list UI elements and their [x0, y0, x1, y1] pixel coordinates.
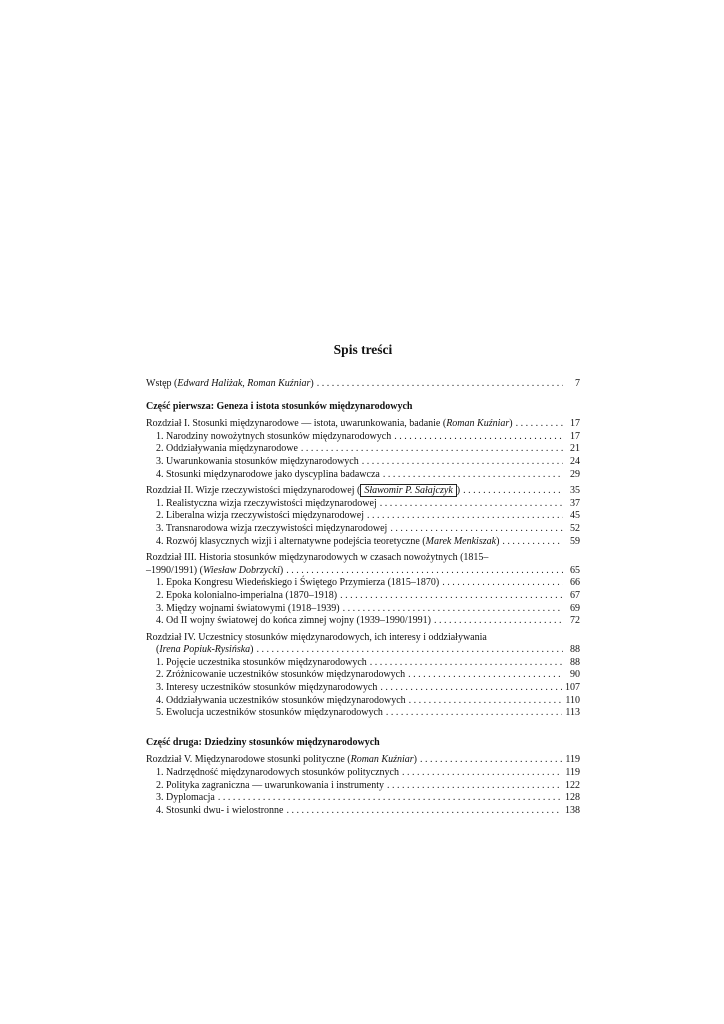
page-number: 37	[570, 497, 580, 509]
toc-item	[146, 456, 580, 469]
toc-item	[146, 431, 580, 444]
leader-dots	[286, 565, 563, 578]
entry-text: )	[509, 418, 513, 430]
entry-text: 3. Uwarunkowania stosunków międzynarodowych	[156, 455, 359, 467]
entry-text: 4. Stosunki międzynarodowe jako dyscyplina badawcza	[156, 468, 380, 480]
leader-dots	[434, 615, 563, 628]
page-number: 17	[570, 430, 580, 442]
toc-item	[146, 498, 580, 511]
author-name: Edward Haliżak, Roman Kuźniar	[177, 378, 311, 389]
page-number: 35	[570, 485, 580, 497]
entry-text: Wstęp (	[146, 378, 178, 389]
page-number: 113	[565, 707, 580, 719]
entry-text: 3. Między wojnami światowymi (1918–1939)	[156, 602, 340, 614]
toc-item	[146, 657, 580, 670]
toc-item	[146, 767, 580, 780]
page-number: 138	[565, 804, 580, 816]
entry-text: 4. Od II wojny światowej do końca zimnej wojny (1939–1990/1991)	[156, 615, 431, 627]
toc-chapter	[146, 485, 580, 498]
page-number: 67	[570, 589, 580, 601]
leader-dots	[383, 469, 563, 482]
page-number: 29	[570, 468, 580, 480]
leader-dots	[257, 644, 564, 657]
leader-dots	[218, 792, 562, 805]
leader-dots	[394, 431, 563, 444]
entry-text: )	[496, 535, 500, 547]
entry-text: )	[456, 485, 461, 497]
page-number: 72	[570, 615, 580, 627]
leader-dots	[390, 523, 563, 536]
page-number: 52	[570, 522, 580, 534]
page-number: 119	[565, 754, 580, 766]
toc-item	[146, 603, 580, 616]
entry-text: 3. Dyplomacja	[156, 792, 215, 804]
leader-dots	[317, 378, 563, 391]
page-number: 59	[570, 535, 580, 547]
leader-dots	[516, 418, 563, 431]
part-heading: Część pierwsza: Geneza i istota stosunków międzynarodowych	[146, 400, 413, 412]
toc-item	[146, 780, 580, 793]
page-number: 88	[570, 644, 580, 656]
toc-chapter	[146, 644, 580, 657]
leader-dots	[402, 767, 562, 780]
page-number: 66	[570, 577, 580, 589]
toc-item	[146, 523, 580, 536]
page-number: 119	[565, 767, 580, 779]
toc-item	[146, 669, 580, 682]
toc-chapter-line: Rozdział IV. Uczestnicy stosunków międzynarodowych, ich interesy i oddziaływania	[146, 631, 487, 643]
leader-dots	[420, 754, 562, 767]
toc-item	[146, 510, 580, 523]
entry-text: (	[156, 644, 160, 656]
entry-text: 4. Stosunki dwu- i wielostronne	[156, 804, 284, 816]
entry-text: )	[310, 378, 314, 389]
leader-dots	[442, 577, 563, 590]
entry-text: –1990/1991) (	[146, 564, 203, 576]
toc-item	[146, 469, 580, 482]
page-number: 128	[565, 792, 580, 804]
entry-text: Rozdział V. Międzynarodowe stosunki polityczne (	[146, 754, 351, 766]
entry-text: 1. Nadrzędność międzynarodowych stosunków politycznych	[156, 767, 399, 779]
entry-text: 4. Oddziaływania uczestników stosunków międzynarodowych	[156, 694, 406, 706]
leader-dots	[409, 695, 563, 708]
entry-text: Rozdział II. Wizje rzeczywistości międzynarodowej (	[146, 485, 361, 497]
leader-dots	[380, 498, 563, 511]
page-number: 69	[570, 602, 580, 614]
page-number: 7	[575, 378, 580, 389]
entry-text: 2. Epoka kolonialno-imperialna (1870–1918)	[156, 589, 338, 601]
leader-dots	[408, 669, 563, 682]
author-name: Roman Kuźniar	[446, 418, 510, 430]
entry-text: 1. Pojęcie uczestnika stosunków międzynarodowych	[156, 656, 367, 668]
author-name: Marek Menkiszak	[425, 535, 497, 547]
page-number: 107	[565, 682, 580, 694]
toc-item	[146, 536, 580, 549]
toc-item	[146, 443, 580, 456]
page-number: 88	[570, 656, 580, 668]
author-name: Irena Popiuk-Rysińska	[159, 644, 251, 656]
leader-dots	[370, 657, 563, 670]
toc-item	[146, 577, 580, 590]
author-name: Wiesław Dobrzycki	[202, 564, 280, 576]
entry-text: 5. Ewolucja uczestników stosunków międzynarodowych	[156, 707, 383, 719]
part-heading: Część druga: Dziedziny stosunków międzynarodowych	[146, 736, 380, 748]
page-number: 17	[570, 418, 580, 430]
leader-dots	[362, 456, 563, 469]
toc-item	[146, 707, 580, 720]
entry-text: 3. Transnarodowa wizja rzeczywistości międzynarodowej	[156, 522, 388, 534]
entry-text: 2. Zróżnicowanie uczestników stosunków międzynarodowych	[156, 669, 406, 681]
leader-dots	[387, 780, 562, 793]
toc-item	[146, 695, 580, 708]
entry-text: 2. Oddziaływania międzynarodowe	[156, 443, 298, 455]
page-number: 122	[565, 779, 580, 791]
toc-item	[146, 590, 580, 603]
page-number: 65	[570, 564, 580, 576]
leader-dots	[340, 590, 563, 603]
leader-dots	[301, 443, 563, 456]
page-number: 45	[570, 510, 580, 522]
entry-text: 2. Liberalna wizja rzeczywistości międzynarodowej	[156, 510, 364, 522]
leader-dots	[502, 536, 563, 549]
toc-chapter	[146, 418, 580, 431]
leader-dots	[367, 510, 563, 523]
entry-text: 2. Polityka zagraniczna — uwarunkowania i instrumenty	[156, 779, 384, 791]
page-number: 90	[570, 669, 580, 681]
entry-text: 1. Narodziny nowożytnych stosunków międzynarodowych	[156, 430, 392, 442]
entry-text: )	[279, 564, 284, 576]
page-number: 21	[570, 443, 580, 455]
table-of-contents	[146, 378, 580, 817]
leader-dots	[463, 485, 563, 498]
page-number: 110	[565, 694, 580, 706]
page-number: 24	[570, 455, 580, 467]
entry-text: 4. Rozwój klasycznych wizji i alternatywne podejścia teoretyczne (	[156, 535, 426, 547]
toc-item	[146, 792, 580, 805]
toc-item	[146, 682, 580, 695]
toc-entry-intro	[146, 378, 580, 391]
entry-text: Rozdział I. Stosunki międzynarodowe — istota, uwarunkowania, badanie (	[146, 418, 447, 430]
entry-text: 1. Epoka Kongresu Wiedeńskiego i Świętego Przymierza (1815–1870)	[156, 577, 440, 589]
entry-text: 3. Interesy uczestników stosunków międzynarodowych	[156, 682, 378, 694]
leader-dots	[343, 603, 563, 616]
page-title: Spis treści	[333, 342, 393, 357]
toc-chapter-line: Rozdział III. Historia stosunków międzynarodowych w czasach nowożytnych (1815–	[146, 552, 489, 564]
entry-text: )	[413, 754, 417, 766]
leader-dots	[380, 682, 562, 695]
author-name: Roman Kuźniar	[350, 754, 414, 766]
leader-dots	[386, 707, 562, 720]
toc-chapter	[146, 754, 580, 767]
leader-dots	[287, 805, 563, 818]
entry-text: 1. Realistyczna wizja rzeczywistości międzynarodowej	[156, 497, 377, 509]
entry-text: )	[250, 644, 254, 656]
toc-chapter	[146, 565, 580, 578]
toc-item	[146, 805, 580, 818]
toc-item	[146, 615, 580, 628]
author-name: Sławomir P. Sałajczyk	[360, 484, 456, 497]
